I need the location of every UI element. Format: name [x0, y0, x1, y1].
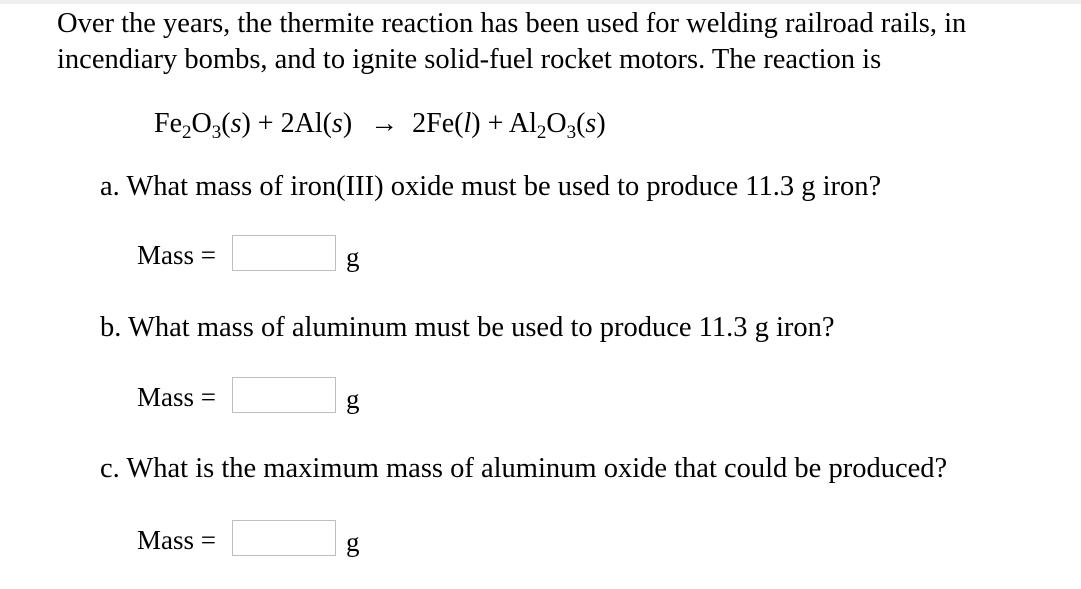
- unit-label: g: [346, 384, 360, 414]
- reactant-1-subscript-1: 2: [182, 122, 192, 143]
- reactant-1-subscript-2: 3: [211, 122, 222, 143]
- product-2-subscript-2: 3: [566, 122, 577, 143]
- problem-intro: Over the years, the thermite reaction has been used for welding railroad rails, in incendiary bombs, and to ignite solid-fuel rocket motors. The reaction is: [57, 8, 967, 75]
- question-a: a. What mass of iron(III) oxide must be used to produce 11.3 g iron?: [100, 171, 882, 202]
- reactant-2: 2Al: [280, 108, 323, 139]
- reaction-arrow: →: [370, 108, 399, 139]
- product-2-element-1: Al: [508, 108, 537, 139]
- unit-label: g: [346, 242, 360, 272]
- product-2-state: s: [585, 108, 597, 139]
- reactant-1-element-2: O: [191, 108, 212, 139]
- reaction-equation: $Fe_2O_3(s) + 2Al(s) \to 2Fe(l) + Al_2O_3(s)$: [154, 104, 606, 144]
- product-1: 2Fe: [412, 108, 455, 139]
- question-c: c. What is the maximum mass of aluminum oxide that could be produced?: [100, 453, 948, 484]
- mass-input-b[interactable]: [232, 377, 336, 413]
- mass-label: Mass =: [137, 525, 216, 555]
- mass-input-a[interactable]: [232, 235, 336, 271]
- reactant-1-state: s: [230, 108, 242, 139]
- product-2-element-2: O: [546, 108, 567, 139]
- product-1-state: l: [463, 108, 472, 139]
- mass-label: Mass =: [137, 240, 216, 270]
- question-b: b. What mass of aluminum must be used to produce 11.3 g iron?: [100, 312, 835, 343]
- reactant-1-element-1: Fe: [154, 108, 182, 139]
- top-divider: [0, 0, 1081, 4]
- mass-label: Mass =: [137, 382, 216, 412]
- plus-sign: +: [487, 108, 504, 139]
- mass-input-c[interactable]: [232, 520, 336, 556]
- plus-sign: +: [257, 108, 274, 139]
- reactant-2-state: s: [331, 108, 343, 139]
- unit-label: g: [346, 527, 360, 557]
- product-2-subscript-1: 2: [536, 122, 547, 143]
